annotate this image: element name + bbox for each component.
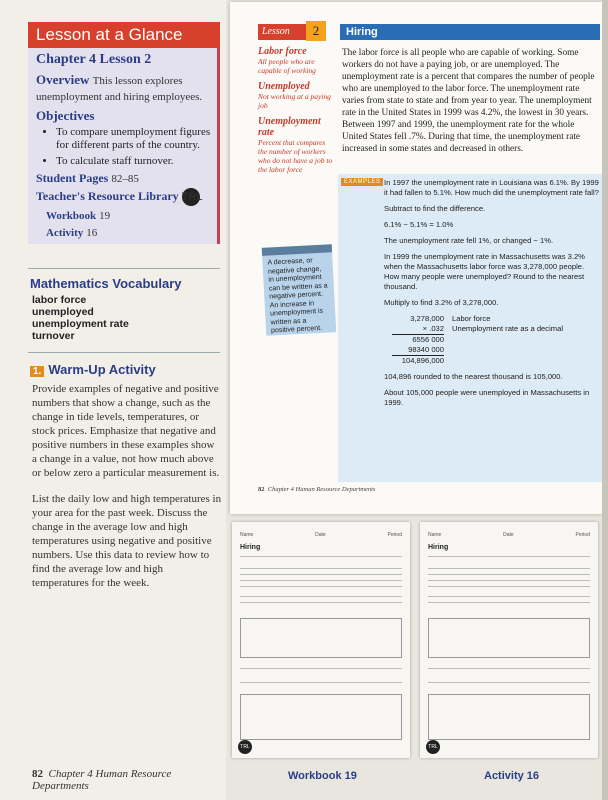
activity-line bbox=[46, 225, 211, 240]
example-answer: About 105,000 people were unemployed in Massachusetts in 1999. bbox=[384, 388, 590, 407]
warmup-paragraph: List the daily low and high temperatures in your area for the past week. Discuss the change in the average low and high temperatures using negative and positive numbers. Use this data to review how to find the average low and high temperatures for the week. bbox=[32, 493, 222, 589]
mult-row bbox=[392, 324, 600, 335]
worksheet-header bbox=[428, 532, 590, 538]
page-number: 82 bbox=[258, 486, 265, 493]
workbook-line bbox=[46, 208, 211, 223]
lesson-tab: Lesson bbox=[258, 24, 312, 40]
objective-item: • To calculate staff turnover. bbox=[56, 155, 211, 168]
trl-icon: TRL bbox=[238, 740, 252, 754]
student-pages-label: Student Pages bbox=[36, 171, 109, 185]
trl-line bbox=[36, 188, 211, 206]
mult-row bbox=[392, 345, 600, 356]
rule bbox=[240, 602, 402, 603]
mult-row bbox=[392, 314, 600, 324]
period-field: Period bbox=[387, 532, 402, 538]
rule bbox=[240, 574, 402, 575]
rule bbox=[428, 568, 590, 569]
rule bbox=[240, 586, 402, 587]
rule bbox=[240, 682, 402, 683]
trl-label: Teacher's Resource Library bbox=[36, 188, 179, 203]
mult-row bbox=[392, 356, 600, 366]
mult-number: 104,896,000 bbox=[401, 356, 444, 365]
activity-thumbnail bbox=[420, 522, 598, 758]
left-footer bbox=[32, 768, 226, 792]
definition-text: Not working at a paying job bbox=[258, 92, 331, 110]
rule bbox=[428, 580, 590, 581]
page-edge bbox=[602, 0, 608, 800]
activity-number: 16 bbox=[86, 227, 98, 239]
rule bbox=[240, 668, 402, 669]
definition-term: Unemployment rate bbox=[258, 116, 321, 138]
activity-label: Activity bbox=[46, 227, 84, 239]
rule bbox=[428, 668, 590, 669]
rule bbox=[240, 556, 402, 557]
example-question: In 1999 the unemployment rate in Massachusetts was 3.2% when the Massachusetts labor force was 3,278,000 people. How many people were unemployed? Round to the nearest thousand. bbox=[384, 252, 585, 291]
workbook-label: Workbook bbox=[46, 210, 97, 222]
mult-row bbox=[392, 335, 600, 345]
mult-number: × .032 bbox=[392, 324, 444, 335]
example-round: 104,896 rounded to the nearest thousand is 105,000. bbox=[384, 372, 563, 381]
chapter-lesson: Chapter 4 Lesson 2 bbox=[36, 52, 152, 67]
example-question: In 1997 the unemployment rate in Louisiana was 6.1%. By 1999 it had fallen to 5.1%. How much did the unemployment rate fall? bbox=[384, 178, 599, 197]
glance-header: Lesson at a Glance bbox=[28, 22, 220, 48]
vocab-term: turnover bbox=[32, 330, 75, 342]
workbook-thumbnail bbox=[232, 522, 410, 758]
examples-tag: EXAMPLES bbox=[341, 178, 383, 186]
overview-label: Overview bbox=[36, 72, 90, 87]
worksheet-table bbox=[240, 694, 402, 740]
objective-item: • To compare unemployment figures for different parts of the country. bbox=[56, 126, 211, 152]
date-field: Date bbox=[315, 532, 326, 538]
student-pages bbox=[36, 171, 211, 186]
rule bbox=[428, 574, 590, 575]
definitions-sidebar bbox=[258, 46, 334, 180]
mult-number: 3,278,000 bbox=[410, 314, 444, 323]
trl-icon: TRL bbox=[426, 740, 440, 754]
name-field: Name bbox=[428, 532, 442, 538]
rule bbox=[240, 580, 402, 581]
mult-number: 98340 000 bbox=[392, 345, 444, 356]
overview-text: This lesson explores unemployment and hiring employees. bbox=[36, 75, 203, 103]
example-answer: The unemployment rate fell 1%, or changed − 1%. bbox=[384, 236, 554, 245]
vocab-list bbox=[32, 294, 129, 342]
warmup-title: Warm-Up Activity bbox=[48, 362, 156, 377]
rule bbox=[240, 568, 402, 569]
worksheet-header bbox=[240, 532, 402, 538]
mult-label: Unemployment rate as a decimal bbox=[452, 324, 564, 333]
activity-label: Activity 16 bbox=[484, 770, 540, 782]
rule bbox=[428, 602, 590, 603]
student-footer bbox=[258, 486, 375, 493]
examples-body bbox=[384, 178, 600, 414]
lesson-title: Hiring bbox=[340, 24, 600, 40]
name-field: Name bbox=[240, 532, 254, 538]
vocab-term: unemployment rate bbox=[32, 318, 129, 330]
rule bbox=[428, 682, 590, 683]
example-calc: 6.1% − 5.1% = 1.0% bbox=[384, 220, 454, 229]
workbook-label: Workbook 19 bbox=[288, 770, 357, 782]
vocab-title: Mathematics Vocabulary bbox=[30, 276, 182, 291]
worksheet-title: Hiring bbox=[240, 544, 261, 551]
multiplication bbox=[392, 314, 600, 366]
mult-number: 6556 000 bbox=[412, 335, 444, 344]
objectives-label: Objectives bbox=[36, 108, 95, 123]
overview bbox=[36, 72, 211, 104]
divider bbox=[28, 352, 220, 353]
worksheet-table bbox=[428, 618, 590, 658]
workbook-number: 19 bbox=[99, 210, 111, 222]
warmup-paragraph: Provide examples of negative and positive numbers that show a change, such as the change in tide levels, temperatures, or stock prices. Emphasize that negative and positive numbers in these examples show a change in a value, not how much above or below zero a particular measurement is. bbox=[32, 383, 220, 479]
vocab-term: unemployed bbox=[32, 306, 94, 318]
mult-label: Labor force bbox=[452, 314, 491, 323]
student-pages-range: 82–85 bbox=[111, 173, 139, 185]
worksheet-table bbox=[428, 694, 590, 740]
page-number: 82 bbox=[32, 768, 43, 780]
student-page bbox=[230, 2, 602, 514]
definition-text: Percent that compares the number of workers who do not have a job to the labor force bbox=[258, 138, 333, 174]
example-step: Subtract to find the difference. bbox=[384, 204, 486, 213]
date-field: Date bbox=[503, 532, 514, 538]
example-step: Multiply to find 3.2% of 3,278,000. bbox=[384, 298, 499, 307]
period-field: Period bbox=[575, 532, 590, 538]
lesson-number: 2 bbox=[306, 21, 326, 41]
note-box: A decrease, or negative change, in unemployment can be written as a negative percent. An increase in unemployment is written as a positive percent. bbox=[262, 244, 337, 336]
footer-text: Chapter 4 Human Resource Departments bbox=[32, 768, 172, 792]
footer-text: Chapter 4 Human Resource Departments bbox=[267, 486, 376, 493]
trl-badge-icon: TRL bbox=[182, 188, 200, 206]
warmup-number: 1. bbox=[30, 366, 44, 377]
warmup-heading bbox=[30, 362, 156, 377]
worksheet-title: Hiring bbox=[428, 544, 449, 551]
divider bbox=[28, 268, 220, 269]
glance-box bbox=[28, 48, 220, 244]
examples-box bbox=[338, 174, 602, 482]
rule bbox=[428, 596, 590, 597]
definition-term: Unemployed bbox=[258, 81, 310, 92]
definition-term: Labor force bbox=[258, 46, 307, 57]
vocab-term: labor force bbox=[32, 294, 87, 306]
definition-text: All people who are capable of working bbox=[258, 57, 316, 75]
rule bbox=[428, 556, 590, 557]
teacher-column bbox=[0, 0, 226, 800]
lesson-paragraph: The labor force is all people who are capable of working. Some workers do not have a paying job, or are unemployed. The unemployment rate is a percent that compares the number of people who are unemployed to the labor force. The unemployment rate varies from state to state and from year to year. The unemployment rate in the United States in 1999 was 4.2%, the lowest in 30 years. Between 1997 and 1999, the unemployment rate for the whole United States fell .7%. During that time, the unemployment rate increased in some states and decreased in others. bbox=[342, 48, 595, 154]
rule bbox=[240, 596, 402, 597]
objectives-list bbox=[36, 126, 211, 168]
worksheet-table bbox=[240, 618, 402, 658]
rule bbox=[428, 586, 590, 587]
